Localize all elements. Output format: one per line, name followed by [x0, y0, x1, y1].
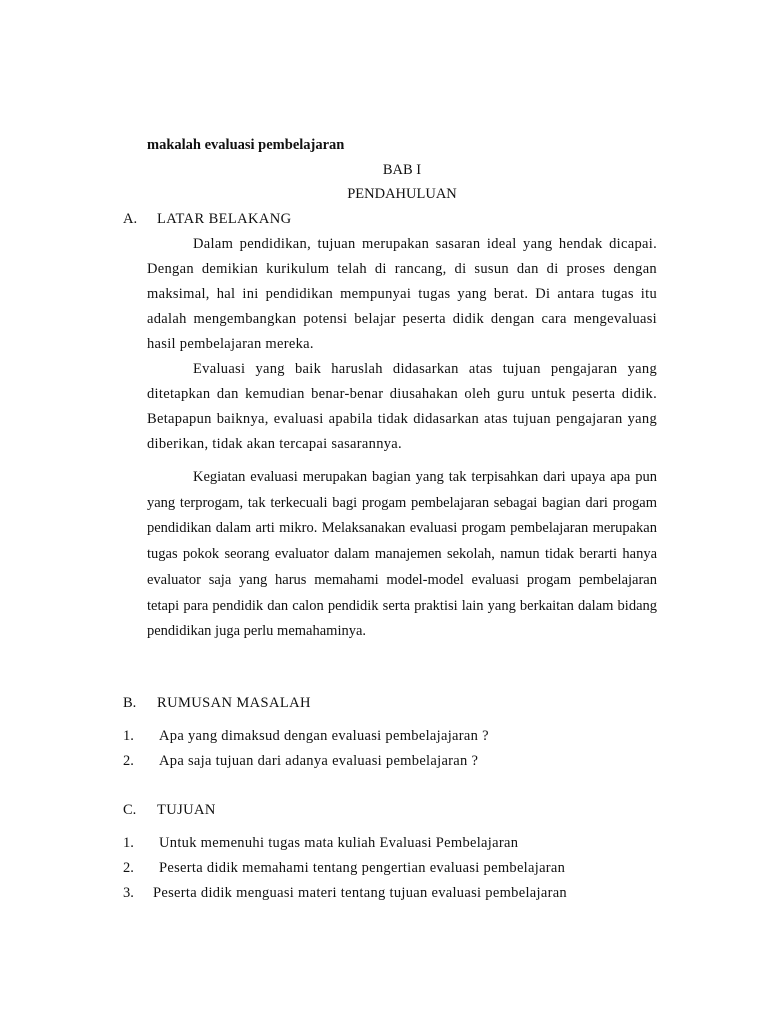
list-item-number: 2. [123, 753, 134, 769]
section-title: RUMUSAN MASALAH [157, 695, 311, 711]
list-item: Apa yang dimaksud dengan evaluasi pembelajajaran ? [159, 728, 489, 744]
chapter-number: BAB I [382, 162, 422, 178]
list-item-number: 2. [123, 860, 134, 876]
list-item-number: 1. [123, 835, 134, 851]
chapter-title: PENDAHULUAN [347, 186, 457, 202]
paragraph: Evaluasi yang baik haruslah didasarkan atas tujuan pengajaran yang ditetapkan dan kemudian benar-benar diusahakan oleh guru untuk peserta didik. Betapapun baiknya, evaluasi apabila tidak didasarkan atas tujuan pengajaran yang diberikan, tidak akan tercapai sasarannya. [147, 361, 657, 452]
list-item: Peserta didik menguasi materi tentang tujuan evaluasi pembelajaran [153, 885, 567, 901]
list-item-number: 3. [123, 885, 134, 901]
paragraph: Kegiatan evaluasi merupakan bagian yang tak terpisahkan dari upaya apa pun yang terprogam, tak terkecuali bagi progam pembelajaran sebagai bagian dari progam pendidikan dalam arti mikro. Melaksanakan evaluasi progam pembelajaran merupakan tugas pokok seorang evaluator dalam manajemen sekolah, namun tidak berarti hanya evaluator saja yang harus memahami model-model evaluasi progam pembelajaran tetapi para pendidik dan calon pendidik serta praktisi lain yang berkaitan dalam bidang pendidikan juga perlu memahaminya. [147, 469, 657, 640]
list-item: Peserta didik memahami tentang pengertian evaluasi pembelajaran [159, 860, 566, 876]
section-number: B. [123, 695, 137, 711]
section-number: A. [123, 211, 138, 227]
document-title: makalah evaluasi pembelajaran [147, 137, 345, 153]
list-item-number: 1. [123, 728, 134, 744]
section-number: C. [123, 802, 137, 818]
list-item: Untuk memenuhi tugas mata kuliah Evaluasi Pembelajaran [159, 835, 519, 851]
paragraph: Dalam pendidikan, tujuan merupakan sasaran ideal yang hendak dicapai. Dengan demikian kurikulum telah di rancang, di susun dan di proses dengan maksimal, hal ini pendidikan mempunyai tugas yang berat. Di antara tugas itu adalah mengembangkan potensi belajar peserta didik dengan cara mengevaluasi hasil pembelajaran mereka. [147, 236, 657, 352]
section-title: LATAR BELAKANG [157, 211, 292, 227]
section-title: TUJUAN [157, 802, 216, 818]
list-item: Apa saja tujuan dari adanya evaluasi pembelajaran ? [159, 753, 479, 769]
